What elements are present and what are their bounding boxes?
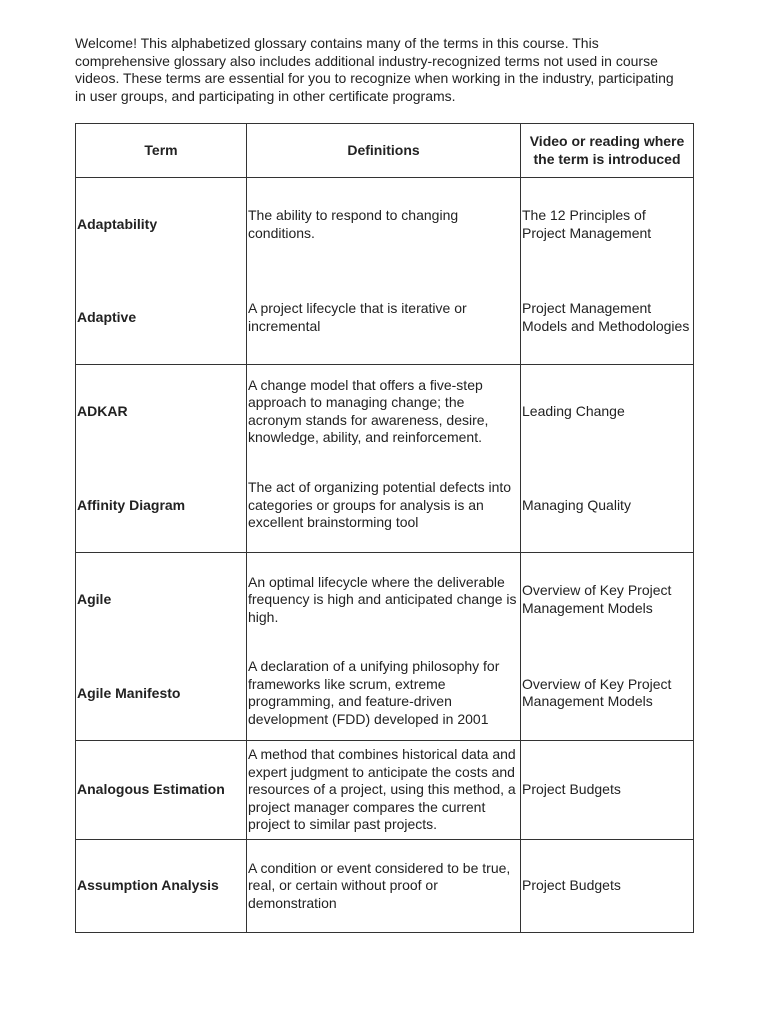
table-row bbox=[76, 365, 694, 459]
definition-cell: The act of organizing potential defects into categories or groups for analysis is an excellent brainstorming tool bbox=[247, 459, 521, 553]
source-cell: Project Budgets bbox=[521, 741, 694, 840]
table-row bbox=[76, 459, 694, 553]
glossary-table bbox=[75, 123, 694, 933]
definition-cell: A method that combines historical data and expert judgment to anticipate the costs and resources of a project, using this method, a project manager compares the current project to similar past projects. bbox=[247, 741, 521, 840]
term-cell: Adaptability bbox=[76, 178, 247, 272]
term-cell: Adaptive bbox=[76, 272, 247, 365]
source-cell: Leading Change bbox=[521, 365, 694, 459]
table-row bbox=[76, 272, 694, 365]
term-cell: Affinity Diagram bbox=[76, 459, 247, 553]
term-cell: ADKAR bbox=[76, 365, 247, 459]
intro-paragraph: Welcome! This alphabetized glossary contains many of the terms in this course. This comprehensive glossary also includes additional industry-recognized terms not used in course videos. These terms are essential for you to recognize when working in the industry, participating in user groups, and participating in other certificate programs. bbox=[75, 35, 674, 104]
term-cell: Agile Manifesto bbox=[76, 647, 247, 741]
term-cell: Assumption Analysis bbox=[76, 840, 247, 933]
table-row bbox=[76, 553, 694, 647]
definition-cell: The ability to respond to changing conditions. bbox=[247, 178, 521, 272]
definition-cell: An optimal lifecycle where the deliverable frequency is high and anticipated change is high. bbox=[247, 553, 521, 647]
source-cell: Project Budgets bbox=[521, 840, 694, 933]
term-cell: Agile bbox=[76, 553, 247, 647]
source-cell: Managing Quality bbox=[521, 459, 694, 553]
header-definitions: Definitions bbox=[247, 124, 521, 178]
source-cell: Project Management Models and Methodologies bbox=[521, 272, 694, 365]
definition-cell: A project lifecycle that is iterative or incremental bbox=[247, 272, 521, 365]
term-cell: Analogous Estimation bbox=[76, 741, 247, 840]
header-source: Video or reading where the term is introduced bbox=[521, 124, 694, 178]
table-row bbox=[76, 647, 694, 741]
definition-cell: A change model that offers a five-step approach to managing change; the acronym stands for awareness, desire, knowledge, ability, and reinforcement. bbox=[247, 365, 521, 459]
source-cell: Overview of Key Project Management Models bbox=[521, 553, 694, 647]
header-row bbox=[76, 124, 694, 178]
table-row bbox=[76, 840, 694, 933]
definition-cell: A declaration of a unifying philosophy for frameworks like scrum, extreme programming, and feature-driven development (FDD) developed in 2001 bbox=[247, 647, 521, 741]
source-cell: The 12 Principles of Project Management bbox=[521, 178, 694, 272]
header-term: Term bbox=[76, 124, 247, 178]
table-row bbox=[76, 741, 694, 840]
table-row bbox=[76, 178, 694, 272]
definition-cell: A condition or event considered to be true, real, or certain without proof or demonstration bbox=[247, 840, 521, 933]
source-cell: Overview of Key Project Management Models bbox=[521, 647, 694, 741]
